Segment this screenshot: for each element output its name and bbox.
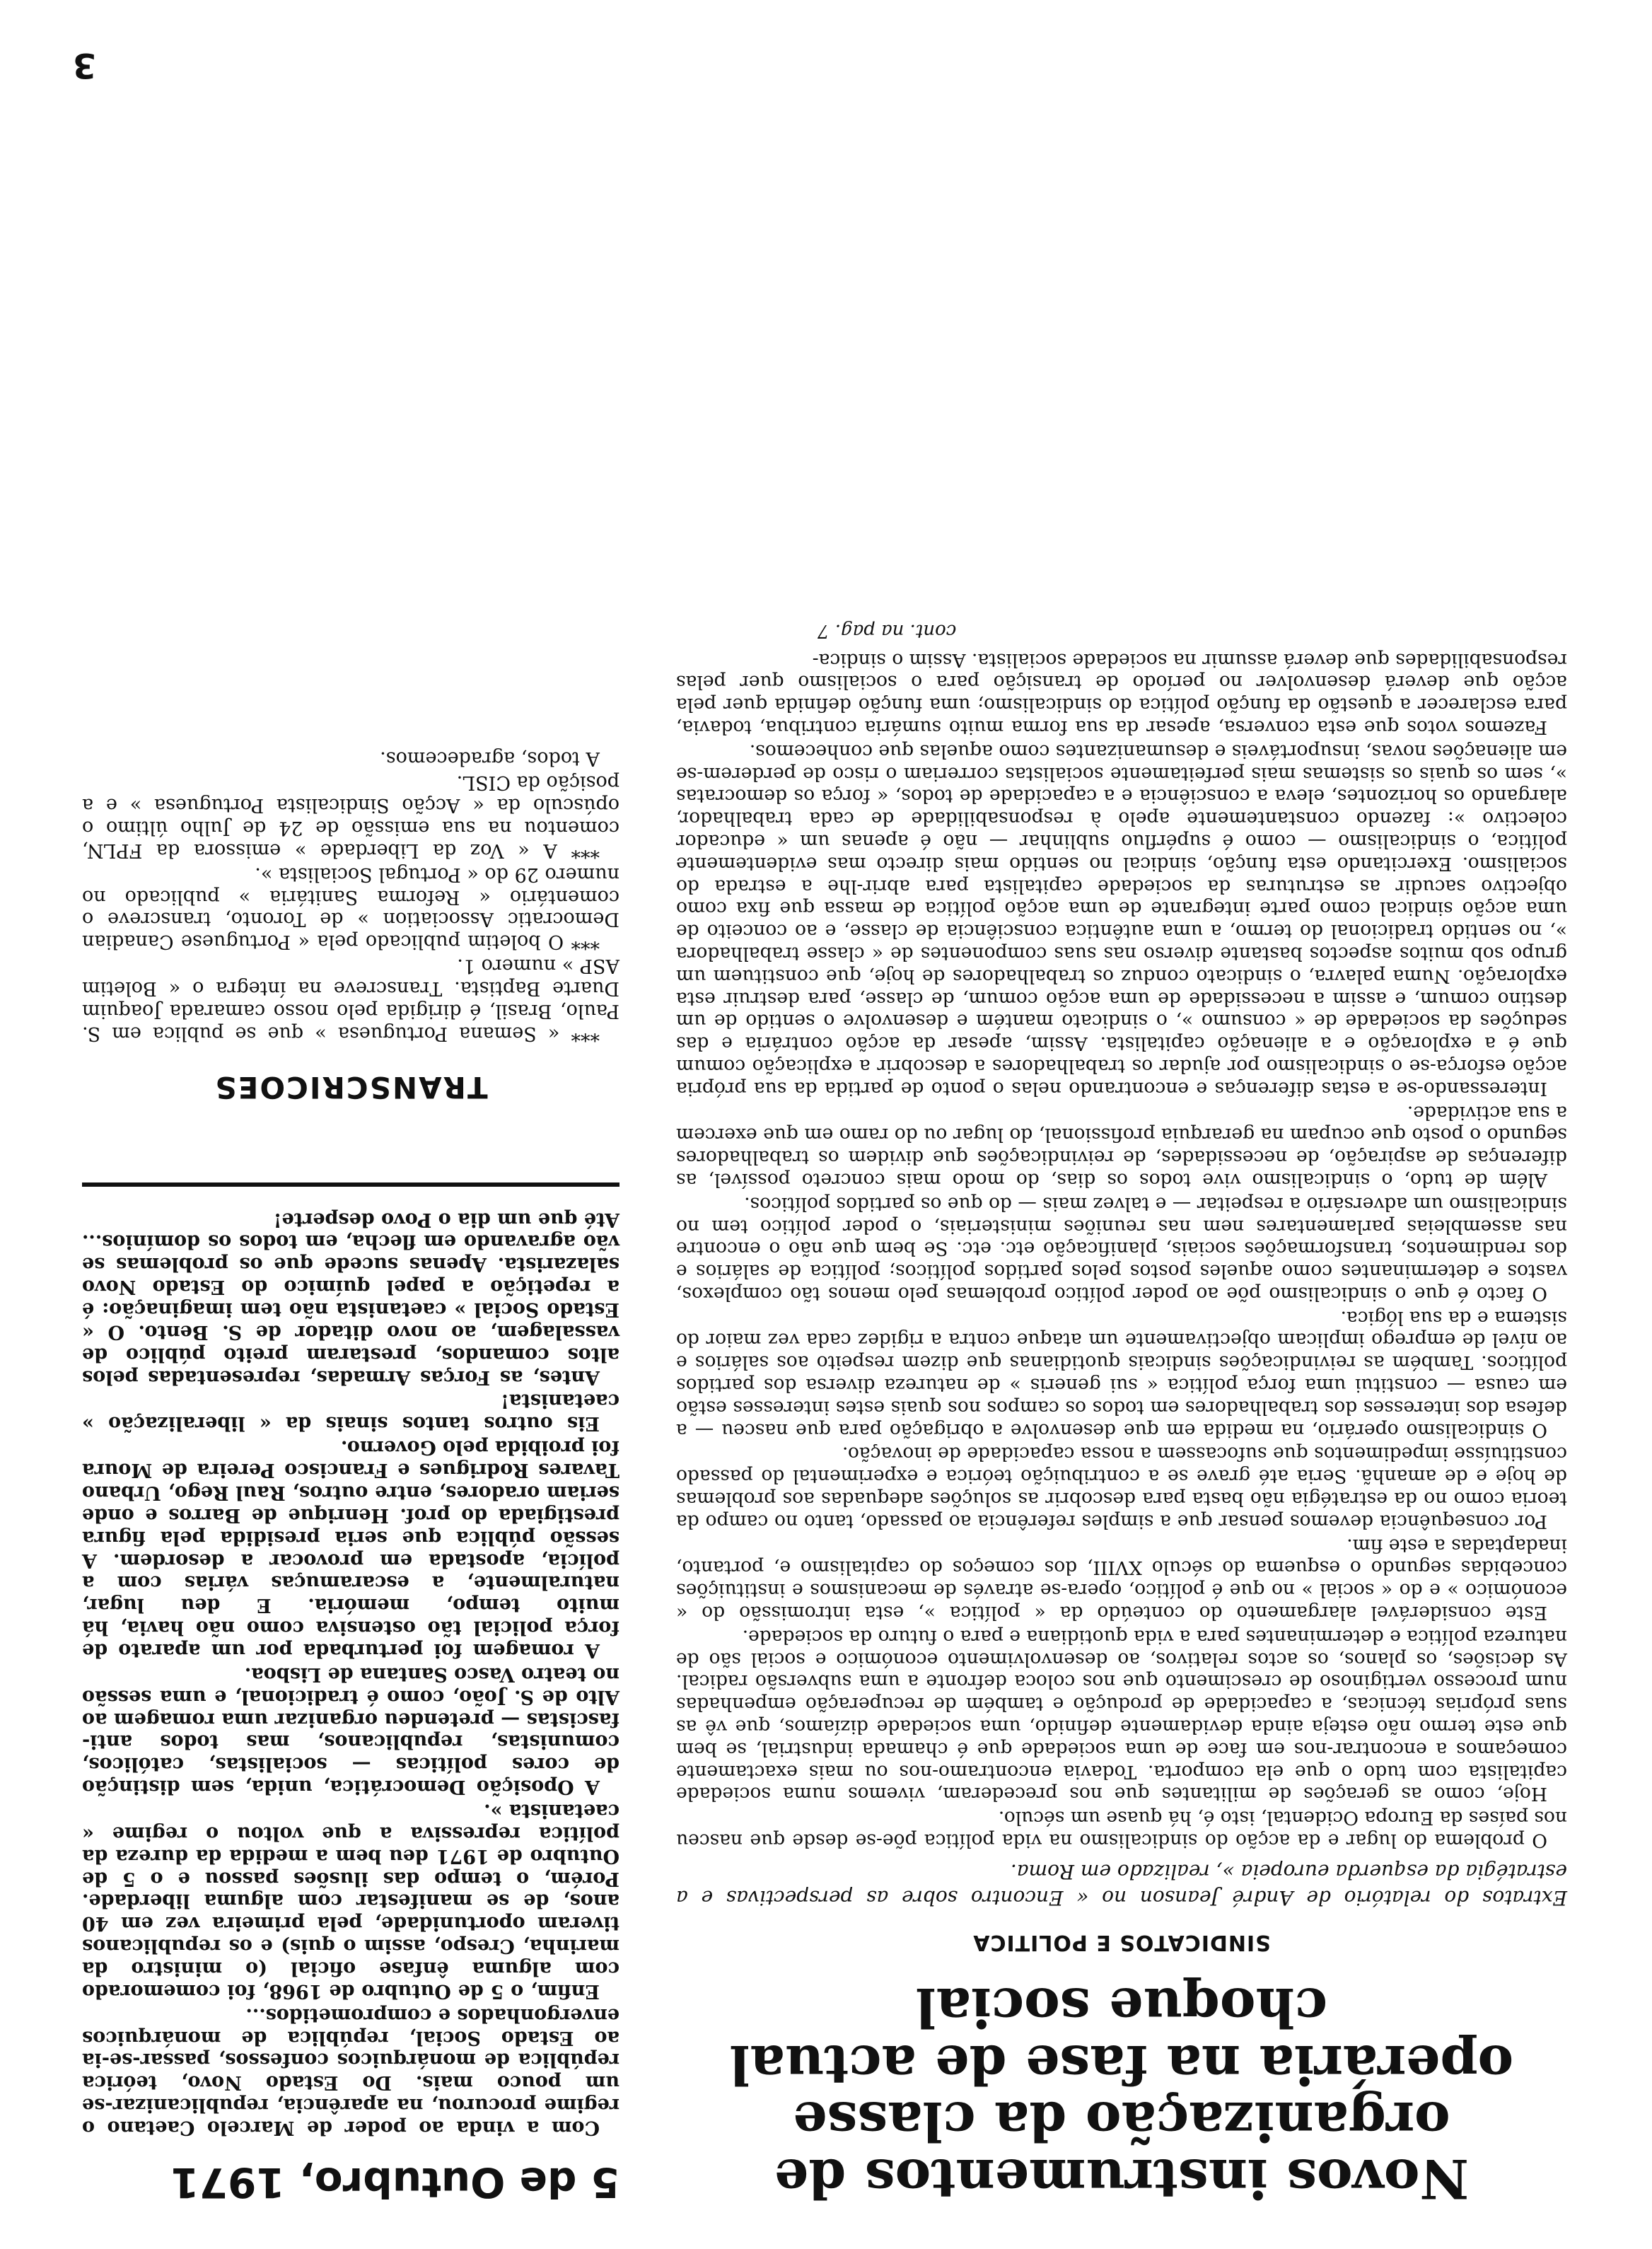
transcricao-item: *** A « Voz da Liberdade » emissora da FPLN, comentou na sua emissão de 24 de Julho último o opúsculo da « Acção Sindicalista Portuguesa » e a posição da CISL. — [82, 772, 620, 861]
article-headline: Novos instrumentos de organização da classe operária na fase de actual choque social — [729, 1976, 1514, 2210]
transcricao-item: *** O boletim publicado pela « Portuguese Canadian Democratic Association » de Toronto, transcreve o comentário « Reforma Sanitária » publicado no numero 29 do « Portugal Socialista ». — [82, 863, 620, 953]
section-divider — [82, 1182, 620, 1187]
side-paragraph: Com a vinda ao poder de Marcelo Caetano o regime procurou, na aparência, republicanizar-se um pouco mais. Do Estado Novo, teórica república de monárquicos confessos, passar-se-ia ao Estado Social, república de monárquicos envergonhados e comprometidos... — [82, 2004, 620, 2139]
side-paragraph: A romagem foi perturbada por um aparato de força policial tão ostensiva como não havia, há muito tempo, memória. E deu lugar, naturalmente, a escaramuças várias com a polícia, apostada em provocar a desordem. A sessão pública que seria presidida pela figura prestigiada do prof. Henrique de Barros e onde seriam oradores, entre outros, Raul Rego, Urbano Tavares Rodrigues e Francisco Pereira de Moura foi proibida pelo Governo. — [82, 1436, 620, 1661]
article-paragraph: O problema do lugar e da acção do sindicalismo na vida política põe-se desde que nasceu nos países da Europa Ocidental, isto é, há quase um século. — [676, 1807, 1567, 1852]
article-lede: Extratos do relatório de André Jeanson no « Encontro sobre as perspectivas e a estratégia da esquerda europeia », realizado em Roma. — [676, 1860, 1567, 1910]
main-article — [676, 620, 1567, 2210]
side-column — [82, 746, 620, 2207]
article-paragraph: Hoje, como as gerações de militantes que nos precederam, vivemos numa sociedade capitalista com tudo o que ela comporta. Todavia encontramo-nos ou mais exactamente começamos a encontrar-nos em face de uma sociedade que é chamada industrial, se bem que este termo não esteja ainda devidamente definido, uma sociedade dizíamos, que vê as suas próprias técnicas, a capacidade de produção e também de recuperação empenhadas num processo vertiginoso de crescimento que nos coloca defronte a uma subversão radical. As decisões, os planos, os actos relativos, ao desenvolvimento económico e social são de natureza política e determinantes para a vida quotidiana e para o futuro da sociedade. — [676, 1625, 1567, 1806]
transcricao-item: *** « Semana Portuguesa » que se publica em S. Paulo, Brasil, é dirigida pelo nosso camarada Joaquim Duarte Baptista. Transcreve na íntegra o « Boletim ASP » numero 1. — [82, 955, 620, 1045]
transcricoes-body — [82, 748, 620, 1045]
article-paragraph: Este considerável alargamento do conteúdo da « política », esta intromissão do « económico » e do « social » no que é político, opera-se através de mecanismos e instituições concebidas segundo o esquema do século XVIII, dos começos do capitalismo e, portanto, inadaptadas a este fim. — [676, 1534, 1567, 1625]
article-paragraph: Interessando-se a estas diferenças e encontrando nelas o ponto de partida da sua própria acção esforça-se o sindicalismo por ajudar os trabalhadores a descobrir a explicação comum que é a exploração e a alienação capitalista. Assim, apesar da acção contrária e das seduções da sociedade de « consumo », o sindicato mantém e desenvolve o sentido de um destino comum, e assim a necessidade de uma acção comum, de classe, para destruir esta exploração. Numa palavra, o sindicato conduz os trabalhadores de hoje, que constituem um grupo sob muitos aspectos bastante diverso nas suas componentes de « classe trabalhadora », no sentido tradicional do termo, a uma autêntica consciência de classe, e ao conceito de uma acção sindical como parte integrante de uma acção política de massa que fixa como objectivo sacudir as estruturas da sociedade capitalista para abrir-lhe a estrada do socialismo. Exercitando esta função, sindical no sentido mais directo mas evidentemente política, o sindicalismo — como é supérfluo sublinhar — não é apenas um « educador colectivo »: fazendo constantemente apelo à responsabilidade de cada trabalhador, alargando os horizontes, eleva a consciência e a capacidade de todos, « força os democratas », sem os quais os sistemas mais perfeitamente socialistas correriam o risco de perderem-se em alienações novas, insuportáveis e desumanizantes como aquelas que conhecemos. — [676, 740, 1567, 1100]
article-paragraph: Além de tudo, o sindicalismo vive todos os dias, do modo mais concreto possível, as diferenças de aspiração, de necessidades, de reivindicações que dividem os trabalhadores segundo o posto que ocupam na gerarquia profissional, do lugar ou do ramo em que exercem a sua actividade. — [676, 1101, 1567, 1191]
article-body — [676, 649, 1567, 1852]
article-paragraph: O sindicalismo operário, na medida em que desenvolve a obrigação para que nasceu — a defesa dos interesses dos trabalhadores em todos os campos nos quais estes interesses estão em causa — constitui uma força política « sui generis » de natureza diversa dos partidos políticos. Também as reivindicações sindicais quotidianas que dizem respeito aos salários e ao nível de emprego implicam objectivamente um ataque contra a rigidez cada vez maior do sistema e da sua lógica. — [676, 1306, 1567, 1441]
transcricoes-title: TRANSCRICOES — [214, 1069, 488, 1105]
side-paragraph: Eis outros tantos sinais da « liberalização » caetanista! — [82, 1390, 620, 1435]
article-paragraph: O facto é que o sindicalismo põe ao poder político problemas pelo menos tão complexos, vastos e determinantes como aqueles postos pelos partidos políticos; política de salários e dos rendimentos, transformações sociais, planificação etc. etc. Se bem que não o encontre nas assembleias parlamentares nem nas reuniões ministeriais, o poder político tem no sindicalismo um adversário a respeitar — e talvez mais — do que os partidos políticos. — [676, 1192, 1567, 1305]
continued-note: cont. na pag. 7 — [818, 620, 957, 641]
article-paragraph: Fazemos votos que esta conversa, apesar da sua forma muito sumária contribua, todavia, para esclarecer a questão da função política do sindicalismo; uma função definida quer pela acção que deverá desenvolver no período de transição para o socialismo quer pelas responsabilidades que deverá assumir na sociedade socialista. Assim o sindica- — [676, 649, 1567, 738]
side-paragraph: A Oposição Democrática, unida, sem distinção de cores políticas — socialistas, católicos, comunistas, republicanos, mas todos anti-fascistas — pretendeu organizar uma romagem ao Alto de S. João, como é tradicional, e uma sessão no teatro Vasco Santana de Lisboa. — [82, 1663, 620, 1798]
article-paragraph: Por consequência devemos pensar que a simples referência ao passado, tanto no campo da teoria como no da estratégia não basta para descobrir as soluções adequadas aos problemas de hoje e de amanhã. Seria até grave se a contribuição teórica e experimental do passado constituísse impedimentos que sufocassem a nossa capacidade de inovação. — [676, 1443, 1567, 1533]
page-number: 3 — [72, 45, 96, 85]
article-kicker: SINDICATOS E POLITICA — [972, 1929, 1271, 1955]
side-article-body — [82, 1208, 620, 2139]
transcricao-item: A todos, agradecemos. — [380, 748, 600, 770]
side-paragraph: Antes, as Forças Armadas, representadas pelos altos comandos, prestaram preito público de vassalagem, ao novo ditador de S. Bento. O « Estado Social » caetanista não tem imaginação: é a repetição a papel químico do Estado Novo salazarista. Apenas sucede que os problemas se vão agravando em flecha, em todos os domínios... Até que um dia o Povo desperte! — [82, 1208, 620, 1388]
side-paragraph: Enfim, o 5 de Outubro de 1968, foi comemorado com alguma ênfase oficial (o ministro da marinha, Crespo, assim o quis) e os republicanos tiveram oportunidade, pela primeira vez em 40 anos, de se manifestar com alguma liberdade. Porém, o tempo das ilusões passou e o 5 de Outubro de 1971 deu bem a medida da dureza da política repressiva a que voltou o regime « caetanista ». — [82, 1799, 620, 2002]
side-article-title: 5 de Outubro, 1971 — [170, 2158, 620, 2207]
